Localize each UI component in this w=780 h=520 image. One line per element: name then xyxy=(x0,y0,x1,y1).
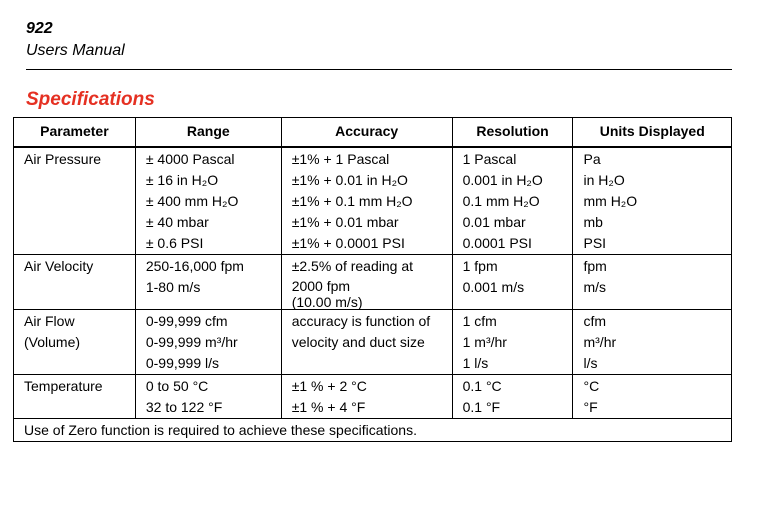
units-value: °C xyxy=(583,378,600,394)
resolution-value: 1 Pascal xyxy=(462,151,517,167)
cell-units xyxy=(573,310,732,375)
accuracy-value: ±1% + 0.1 mm H₂O xyxy=(291,193,413,209)
resolution-value: 0.001 in H₂O xyxy=(462,172,543,188)
accuracy-value: ±1 % + 4 °F xyxy=(291,399,366,415)
parameter-qualifier: (Volume) xyxy=(24,334,81,350)
resolution-value: 1 l/s xyxy=(462,355,489,371)
cell-range xyxy=(135,147,281,255)
column-header-parameter: Parameter xyxy=(14,118,136,148)
units-value: l/s xyxy=(583,355,598,371)
table-footnote-row xyxy=(14,419,732,442)
parameter-name: Air Velocity xyxy=(24,258,94,274)
table-footnote: Use of Zero function is required to achieve these specifications. xyxy=(14,419,732,442)
units-value: °F xyxy=(583,399,598,415)
units-value: fpm xyxy=(583,258,607,274)
resolution-value: 0.0001 PSI xyxy=(462,235,532,251)
column-header-accuracy: Accuracy xyxy=(281,118,452,148)
units-value: m³/hr xyxy=(583,334,617,350)
accuracy-value: accuracy is function of xyxy=(291,313,431,329)
accuracy-value: ±1% + 0.01 mbar xyxy=(291,214,399,230)
specifications-table xyxy=(13,117,732,442)
manual-title: Users Manual xyxy=(26,42,125,59)
accuracy-value: 2000 fpm xyxy=(291,278,351,294)
units-value: mm H₂O xyxy=(583,193,638,209)
range-value: 0-99,999 cfm xyxy=(145,313,228,329)
cell-accuracy xyxy=(281,147,452,255)
accuracy-value: ±1% + 1 Pascal xyxy=(291,151,390,167)
cell-accuracy xyxy=(281,255,452,310)
accuracy-value: ±1 % + 2 °C xyxy=(291,378,367,394)
accuracy-value: ±2.5% of reading at xyxy=(291,258,414,274)
range-value: 1-80 m/s xyxy=(145,279,201,295)
manual-model-number: 922 xyxy=(26,20,53,37)
range-value: ± 4000 Pascal xyxy=(145,151,235,167)
table-row-air-velocity xyxy=(14,255,732,310)
range-value: ± 40 mbar xyxy=(145,214,209,230)
cell-units xyxy=(573,375,732,419)
column-header-units: Units Displayed xyxy=(573,118,732,148)
table-header-row xyxy=(14,118,732,148)
accuracy-value: velocity and duct size xyxy=(291,334,425,350)
header-rule xyxy=(26,69,732,70)
parameter-name: Temperature xyxy=(24,378,103,394)
cell-resolution xyxy=(452,375,573,419)
accuracy-value: (10.00 m/s) xyxy=(291,294,363,310)
resolution-value: 0.01 mbar xyxy=(462,214,526,230)
range-value: 32 to 122 °F xyxy=(145,399,223,415)
resolution-value: 1 m³/hr xyxy=(462,334,507,350)
units-value: mb xyxy=(583,214,603,230)
parameter-name: Air Flow xyxy=(24,313,75,329)
column-header-resolution: Resolution xyxy=(452,118,573,148)
cell-range xyxy=(135,310,281,375)
resolution-value: 1 cfm xyxy=(462,313,497,329)
accuracy-value: ±1% + 0.0001 PSI xyxy=(291,235,405,251)
cell-accuracy xyxy=(281,375,452,419)
resolution-value: 0.1 °C xyxy=(462,378,502,394)
cell-parameter xyxy=(14,147,136,255)
resolution-value: 0.1 mm H₂O xyxy=(462,193,540,209)
table-row-air-flow xyxy=(14,310,732,375)
table-row-air-pressure xyxy=(14,147,732,255)
cell-resolution xyxy=(452,255,573,310)
range-value: 0 to 50 °C xyxy=(145,378,209,394)
resolution-value: 0.001 m/s xyxy=(462,279,525,295)
units-value: cfm xyxy=(583,313,607,329)
cell-parameter xyxy=(14,310,136,375)
range-value: 0-99,999 m³/hr xyxy=(145,334,238,350)
cell-range xyxy=(135,375,281,419)
column-header-range: Range xyxy=(135,118,281,148)
units-value: Pa xyxy=(583,151,601,167)
resolution-value: 0.1 °F xyxy=(462,399,501,415)
parameter-name: Air Pressure xyxy=(24,151,102,167)
range-value: 0-99,999 l/s xyxy=(145,355,220,371)
cell-accuracy xyxy=(281,310,452,375)
units-value: m/s xyxy=(583,279,607,295)
cell-resolution xyxy=(452,310,573,375)
range-value: ± 0.6 PSI xyxy=(145,235,204,251)
cell-range xyxy=(135,255,281,310)
resolution-value: 1 fpm xyxy=(462,258,498,274)
cell-units xyxy=(573,255,732,310)
cell-units xyxy=(573,147,732,255)
range-value: 250-16,000 fpm xyxy=(145,258,244,274)
cell-parameter xyxy=(14,255,136,310)
units-value: in H₂O xyxy=(583,172,625,188)
cell-parameter xyxy=(14,375,136,419)
table-row-temperature xyxy=(14,375,732,419)
range-value: ± 400 mm H₂O xyxy=(145,193,239,209)
section-title: Specifications xyxy=(26,89,155,110)
cell-resolution xyxy=(452,147,573,255)
range-value: ± 16 in H₂O xyxy=(145,172,219,188)
accuracy-value: ±1% + 0.01 in H₂O xyxy=(291,172,408,188)
units-value: PSI xyxy=(583,235,607,251)
